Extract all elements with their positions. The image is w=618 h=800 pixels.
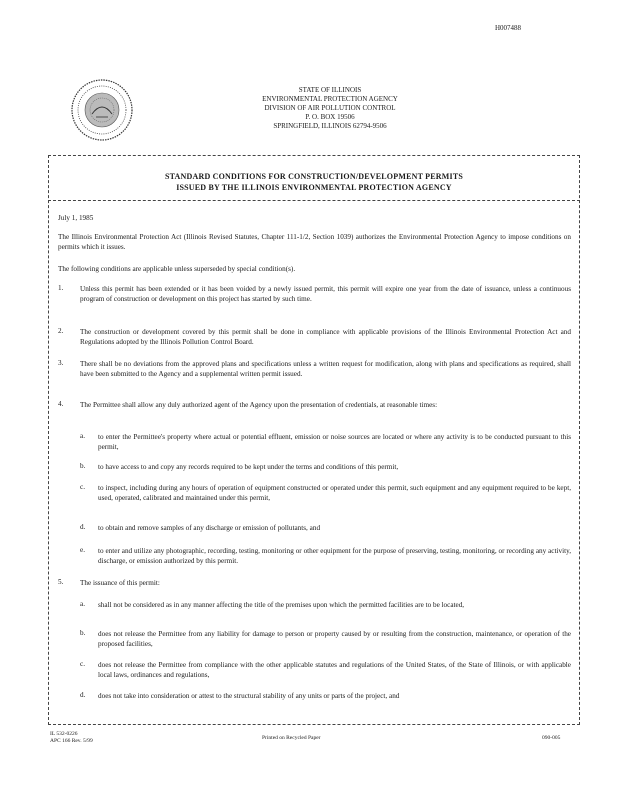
agency-header (200, 86, 460, 131)
sub-item-text: to obtain and remove samples of any discharge or emission of pollutants, and (98, 524, 321, 532)
sub-item-text: does not release the Permittee from any liability for damage to person or property caused by or resulting from the construction, maintenance, or operation of the proposed facilities, (98, 630, 571, 648)
sub-item-letter: d. (80, 523, 86, 531)
sub-item-text: to have access to and copy any records required to be kept under the terms and conditions of this permit, (98, 463, 399, 471)
sub-item-text: to enter and utilize any photographic, recording, testing, monitoring or other equipment for the purpose of preserving, testing, monitoring, or recording any activity, discharge, or emission authorized by this permit. (98, 547, 571, 565)
condition-number: 2. (58, 327, 64, 335)
title-line-1: STANDARD CONDITIONS FOR CONSTRUCTION/DEVELOPMENT PERMITS (164, 172, 464, 181)
sub-item-letter: a. (80, 432, 85, 440)
lead-paragraph: The following conditions are applicable unless superseded by special condition(s). (58, 265, 296, 273)
sub-item-letter: b. (80, 629, 86, 637)
agency-line: STATE OF ILLINOIS (298, 86, 362, 94)
sub-item-text: does not release the Permittee from compliance with the other applicable statutes and regulations of the United States, of the State of Illinois, or with applicable local laws, ordinances and regulations, (98, 661, 571, 679)
condition-number: 3. (58, 359, 64, 367)
date: July 1, 1985 (58, 214, 94, 222)
condition-number: 4. (58, 400, 64, 408)
document-title (48, 171, 580, 193)
recycled-paper-note: Printed on Recycled Paper (262, 735, 321, 741)
agency-line: SPRINGFIELD, ILLINOIS 62794-9506 (273, 122, 387, 130)
condition-text: Unless this permit has been extended or it has been voided by a newly issued permit, this permit will expire one year from the date of issuance, unless a continuous program of construction or development on this project has started by such time. (80, 285, 571, 303)
condition-text: The issuance of this permit: (80, 579, 160, 587)
condition-text: The construction or development covered by this permit shall be done in compliance with applicable provisions of the Illinois Environmental Protection Act and Regulations adopted by the Illinois Pollution Control Board. (80, 328, 571, 346)
title-divider (48, 200, 580, 201)
title-line-2: ISSUED BY THE ILLINOIS ENVIRONMENTAL PROTECTION AGENCY (176, 183, 452, 192)
condition-text: There shall be no deviations from the approved plans and specifications unless a written request for modification, along with plans and specifications as required, shall have been submitted to the Agency and a supplemental written permit issued. (80, 360, 571, 378)
document-id: H007488 (495, 24, 522, 32)
state-seal-icon (70, 78, 134, 142)
intro-paragraph: The Illinois Environmental Protection Act (Illinois Revised Statutes, Chapter 111-1/2, Section 1039) authorizes the Environmental Protection Agency to impose conditions on permits which it issues. (58, 233, 571, 251)
sub-item-letter: c. (80, 483, 85, 491)
sub-item-letter: b. (80, 462, 86, 470)
form-number (50, 731, 93, 745)
agency-line: P. O. BOX 19506 (305, 113, 355, 121)
footer-code: 090-005 (542, 735, 561, 741)
form-number-line: IL 532-0226 (50, 731, 78, 737)
sub-item-text: does not take into consideration or attest to the structural stability of any units or parts of the project, and (98, 692, 400, 700)
sub-item-letter: d. (80, 691, 86, 699)
agency-line: ENVIRONMENTAL PROTECTION AGENCY (262, 95, 398, 103)
sub-item-text: to inspect, including during any hours of operation of equipment constructed or operated under this permit, such equipment and any equipment required to be kept, used, operated, calibrated and maintained under this permit, (98, 484, 571, 502)
sub-item-letter: c. (80, 660, 85, 668)
condition-text: The Permittee shall allow any duly authorized agent of the Agency upon the presentation of credentials, at reasonable times: (80, 401, 438, 409)
sub-item-text: to enter the Permittee's property where actual or potential effluent, emission or noise sources are located or where any activity is to be conducted pursuant to this permit, (98, 433, 571, 451)
sub-item-letter: a. (80, 600, 85, 608)
agency-line: DIVISION OF AIR POLLUTION CONTROL (264, 104, 396, 112)
sub-item-text: shall not be considered as in any manner affecting the title of the premises upon which the permitted facilities are to be located, (98, 601, 465, 609)
form-revision-line: APC 166 Rev. 5/99 (50, 738, 93, 744)
sub-item-letter: e. (80, 546, 85, 554)
condition-number: 5. (58, 578, 64, 586)
condition-number: 1. (58, 284, 64, 292)
